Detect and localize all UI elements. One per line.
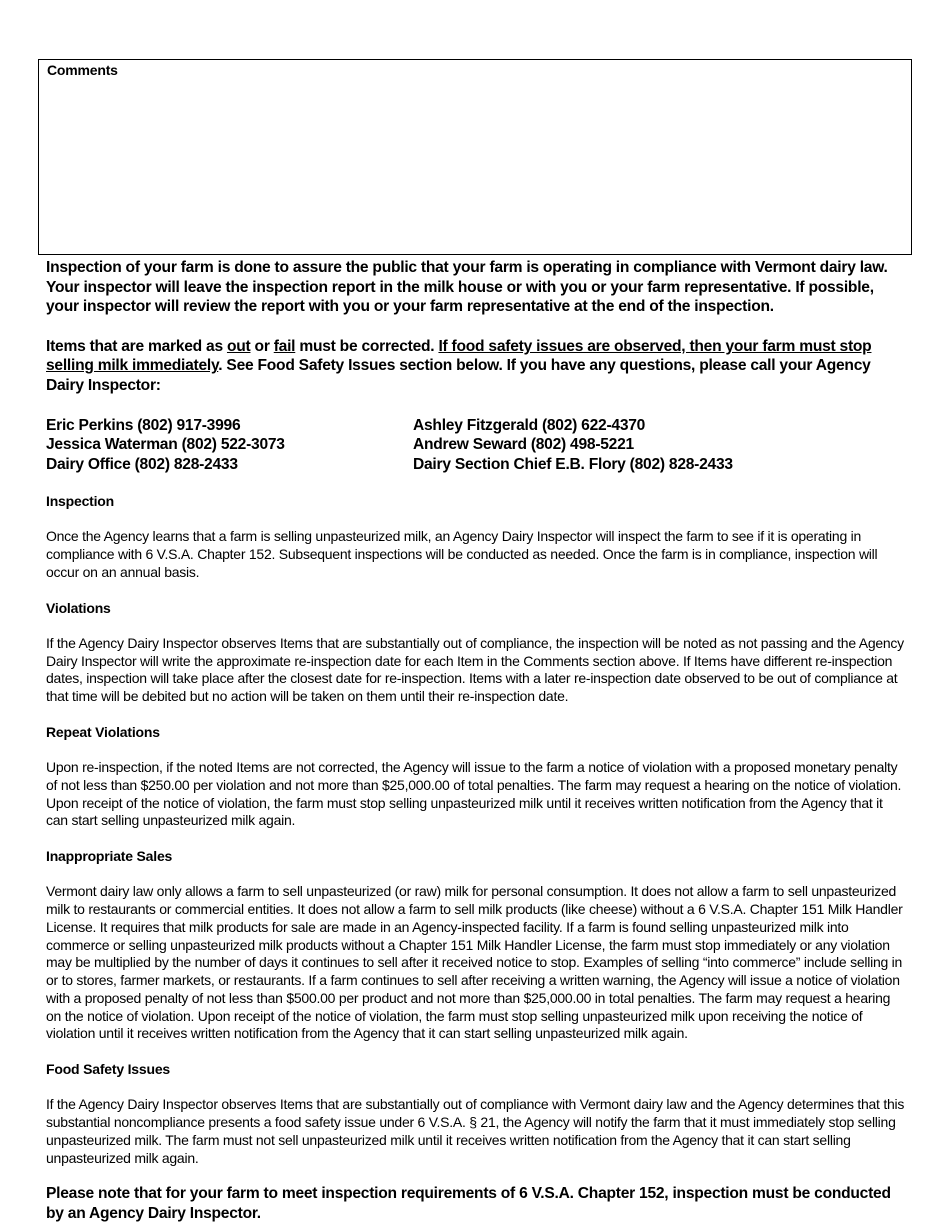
violations-body: If the Agency Dairy Inspector observes Items that are substantially out of compliance, the inspection will be noted as not passing and the Agency Dairy Inspector will write the approximate re-inspection date for each Item in the Comments section above. If Items have different re-inspection dates, inspection will take place after the closest date for re-inspection. Items with a later re-inspection date observed to be out of compliance at that time will be debited but no action will be taken on them until their re-inspection date. xyxy=(46,634,904,705)
document-body xyxy=(46,258,906,1224)
instructions-text-or: or xyxy=(250,337,274,355)
out-term: out xyxy=(226,337,251,355)
contact-ashley-fitzgerald: Ashley Fitzgerald (802) 622-4370 xyxy=(413,416,646,434)
intro-paragraph: Inspection of your farm is done to assure the public that your farm is operating in compliance with Vermont dairy law. Your inspector will leave the inspection report in the milk house or with you or your farm representative. If possible, your inspector will review the report with you or your farm representative at the end of the inspection. xyxy=(46,259,888,316)
violations-heading: Violations xyxy=(46,599,111,616)
contact-jessica-waterman: Jessica Waterman (802) 522-3073 xyxy=(46,436,285,454)
food-safety-heading: Food Safety Issues xyxy=(46,1061,170,1078)
contact-dairy-section-chief: Dairy Section Chief E.B. Flory (802) 828-2433 xyxy=(413,455,733,473)
closing-note: Please note that for your farm to meet inspection requirements of 6 V.S.A. Chapter 152, inspection must be conducted by an Agency Dairy Inspector. xyxy=(46,1185,891,1223)
instructions-paragraph xyxy=(46,337,906,396)
contact-list xyxy=(46,416,906,475)
stop-selling-warning: If food safety issues are observed, then your farm must stop selling milk immediately xyxy=(46,337,872,375)
inappropriate-sales-body: Vermont dairy law only allows a farm to sell unpasteurized (or raw) milk for personal consumption. It does not allow a farm to sell unpasteurized milk to restaurants or commercial entities. It does not allow a farm to sell milk products (like cheese) without a 6 V.S.A. Chapter 151 Milk Handler License. It requires that milk products for sale are made in an Agency-inspected facility. If a farm is found selling unpasteurized milk into commerce or selling unpasteurized milk products without a Chapter 151 Milk Handler License, the farm must stop immediately or any violation may be multiplied by the number of days it continues to sell after it received notice to stop. Examples of selling “into commerce” include selling in or to stores, farmer markets, or restaurants. If a farm continues to sell after receiving a written warning, the Agency will issue a notice of violation with a proposed penalty of not less than $500.00 per product and not more than $25,000.00 in total penalties. The farm may request a hearing on the notice of violation. Upon receipt of the notice of violation, the farm must stop selling unpasteurized milk upon receiving the notice of violation until it receives written notification from the Agency that it can start selling unpasteurized milk again. xyxy=(46,883,903,1042)
instructions-text-c: . See Food Safety Issues section below. If you have any questions, please call your Agency Dairy Inspector: xyxy=(46,357,871,394)
inspection-body: Once the Agency learns that a farm is selling unpasteurized milk, an Agency Dairy Inspector will inspect the farm to see if it is operating in compliance with 6 V.S.A. Chapter 152. Subsequent inspections will be conducted as needed. Once the farm is in compliance, inspection will occur on an annual basis. xyxy=(46,528,878,580)
instructions-text-b: must be corrected. xyxy=(295,337,439,355)
inspection-heading: Inspection xyxy=(46,493,115,510)
repeat-violations-heading: Repeat Violations xyxy=(46,723,160,740)
food-safety-body: If the Agency Dairy Inspector observes Items that are substantially out of compliance with Vermont dairy law and the Agency determines that this substantial noncompliance presents a food safety issue under 6 V.S.A. § 21, the Agency will notify the farm that it must immediately stop selling unpasteurized milk. The farm must not sell unpasteurized milk until it receives written notification from the Agency that it can start selling unpasteurized milk again. xyxy=(46,1096,905,1166)
contact-eric-perkins: Eric Perkins (802) 917-3996 xyxy=(46,416,241,434)
repeat-violations-body: Upon re-inspection, if the noted Items are not corrected, the Agency will issue to the farm a notice of violation with a proposed monetary penalty of not less than $250.00 per violation and not more than $25,000.00 of total penalties. The farm may request a hearing on the notice of violation. Upon receipt of the notice of violation, the farm must stop selling unpasteurized milk until it receives written notification from the Agency that it can start selling unpasteurized milk again. xyxy=(46,758,902,829)
inappropriate-sales-heading: Inappropriate Sales xyxy=(46,848,173,865)
fail-term: fail xyxy=(273,337,296,355)
comments-label: Comments xyxy=(47,62,118,78)
contact-andrew-seward: Andrew Seward (802) 498-5221 xyxy=(413,436,634,454)
instructions-text-a: Items that are marked as xyxy=(46,337,227,355)
contact-dairy-office: Dairy Office (802) 828-2433 xyxy=(46,455,238,473)
comments-box[interactable] xyxy=(38,59,912,255)
